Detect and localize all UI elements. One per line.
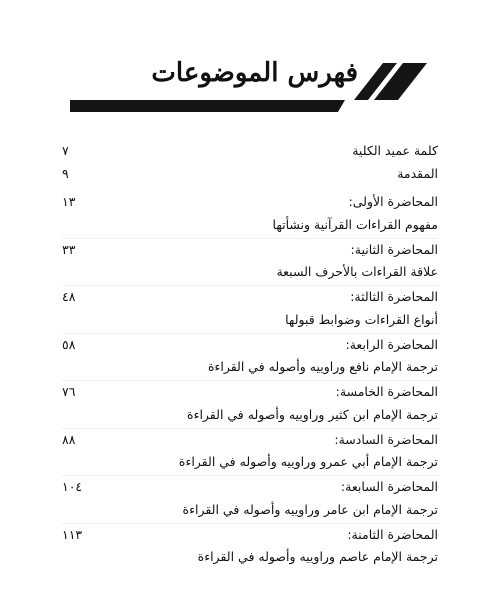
toc-entry-label: المحاضرة الرابعة: [345,336,438,352]
header-underline-bar [70,100,345,112]
toc-page-number: ٨٨ [62,431,76,447]
toc-entry-label: أنواع القراءات وضوابط قبولها [285,311,438,327]
toc-page-number: ٤٨ [62,289,76,304]
toc-row[interactable] [62,163,438,186]
toc-entry-label: المحاضرة الخامسة: [335,384,438,399]
toc-page-number: ١٣ [62,194,76,209]
toc-entry-label: مفهوم القراءات القرآنية ونشأتها [272,216,438,232]
toc-row[interactable] [62,333,438,357]
toc-entry-label: ترجمة الإمام ابن عامر وراوييه وأصوله في القراءة [182,501,438,517]
toc-entry-label: المحاضرة الأولى: [348,194,438,209]
toc-row[interactable] [62,261,438,285]
toc-row[interactable] [62,404,438,428]
toc-entry-label: ترجمة الإمام نافع وراوييه وأصوله في القراءة [207,359,438,374]
toc-row[interactable] [62,356,438,380]
toc-page-number: ٣٣ [62,241,76,257]
toc-entry-label: المحاضرة الثانية: [350,241,438,257]
toc-row[interactable] [62,191,438,214]
toc-page-number: ٧٦ [62,384,76,399]
toc-row[interactable] [62,546,438,570]
page-title: فهرس الموضوعات [151,58,358,88]
toc-entry-label: كلمة عميد الكلية [352,143,438,158]
toc-page-number: ١١٣ [62,526,83,542]
toc-row[interactable] [62,523,438,547]
toc-entry-label: ترجمة الإمام ابن كثير وراوييه وأصوله في القراءة [187,406,438,422]
toc-row[interactable] [62,214,438,238]
toc-entry-label: علاقة القراءات بالأحرف السبعة [276,264,438,279]
toc-row[interactable] [62,428,438,452]
toc-entry-label: المحاضرة السادسة: [334,431,438,447]
page-header [0,0,500,125]
toc-entry-label: المحاضرة الثالثة: [350,289,438,304]
toc-row[interactable] [62,238,438,262]
toc-row[interactable] [62,380,438,404]
table-of-contents [62,140,438,570]
toc-row[interactable] [62,499,438,523]
toc-row[interactable] [62,285,438,309]
toc-page-number: ١٠٤ [62,479,83,494]
toc-row[interactable] [62,309,438,333]
toc-page-number: ٥٨ [62,336,76,352]
toc-row[interactable] [62,140,438,163]
toc-entry-label: المحاضرة الثامنة: [347,526,438,542]
toc-entry-label: ترجمة الإمام أبي عمرو وراوييه وأصوله في القراءة [178,454,438,469]
toc-entry-label: ترجمة الإمام عاصم وراوييه وأصوله في القراءة [197,549,438,564]
toc-row[interactable] [62,451,438,475]
toc-page-number: ٩ [62,165,69,181]
toc-entry-label: المحاضرة السابعة: [340,479,438,494]
toc-row[interactable] [62,475,438,499]
toc-page-number: ٧ [62,143,69,158]
toc-entry-label: المقدمة [397,165,438,181]
